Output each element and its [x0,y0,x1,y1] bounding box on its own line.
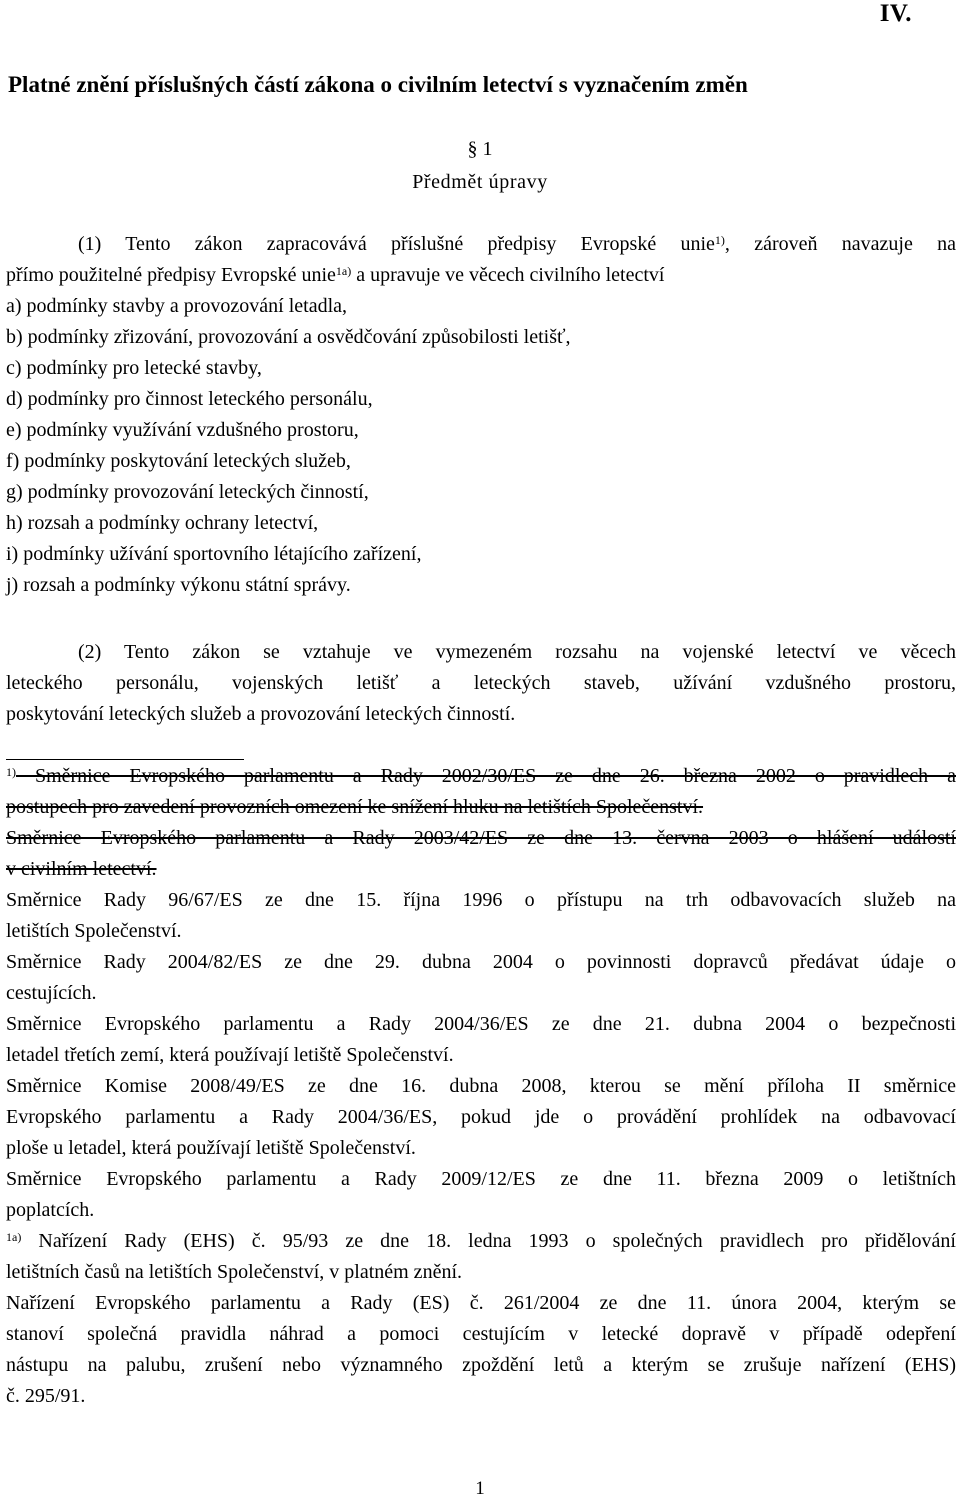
list-item: b) podmínky zřizování, provozování a osvědčování způsobilosti letišť, [6,326,571,348]
footnote-line: Evropského parlamentu a Rady 2004/36/ES, pokud jde o provádění prohlídek na odbavovací [6,1106,956,1128]
list-item: j) rozsah a podmínky výkonu státní správy. [6,574,351,596]
list-item: h) rozsah a podmínky ochrany letectví, [6,512,319,534]
footnote-line: $^{1a)}$ Nařízení Rady (EHS) č. 95/93 ze dne 18. ledna 1993 o společných pravidlech pro přidělování [6,1230,956,1252]
list-item: c) podmínky pro letecké stavby, [6,357,262,379]
section-heading: Předmět úpravy [412,171,548,193]
annex-number: IV. [879,0,912,27]
section-number: § 1 [467,138,493,160]
footnote-line-struck: postupech pro zavedení provozních omezení ke snížení hluku na letištích Společenství. [6,796,704,818]
footnote-line: Směrnice Rady 96/67/ES ze dne 15. října 1996 o přístupu na trh odbavovacích služeb na [6,889,956,911]
footnotes [6,761,956,1412]
footnote-line: letištích Společenství. [6,920,182,942]
paragraph-2-line: poskytování leteckých služeb a provozování leteckých činností. [6,703,516,725]
list-item: i) podmínky užívání sportovního létajícího zařízení, [6,543,422,565]
paragraph-1 [6,229,956,601]
paragraph-2 [6,637,956,730]
footnote-line-struck: v civilním letectví. [6,858,157,880]
list-item: a) podmínky stavby a provozování letadla, [6,295,348,317]
list-item: g) podmínky provozování leteckých činností, [6,481,369,503]
footnote-separator [6,759,244,760]
paragraph-2-line: leteckého personálu, vojenských letišť a leteckých staveb, užívání vzdušného prostoru, [6,672,956,694]
footnote-line: nástupu na palubu, zrušení nebo významného zpoždění letů a kterým se zrušuje nařízení (EHS) [6,1354,956,1376]
footnote-marker: 1) [6,765,16,779]
footnote-line: ploše u letadel, která používají letiště Společenství. [6,1137,416,1159]
list-item: e) podmínky využívání vzdušného prostoru, [6,419,359,441]
footnote-line: č. 295/91. [6,1385,86,1407]
footnote-line: Směrnice Evropského parlamentu a Rady 2009/12/ES ze dne 11. března 2009 o letištních [6,1168,956,1190]
footnote-marker: 1a) [6,1230,22,1244]
footnote-line: stanoví společná pravidla náhrad a pomoci cestujícím v letecké dopravě v případě odepření [6,1323,956,1345]
paragraph-1-line: přímo použitelné předpisy Evropské unie$^{1a)}$ a upravuje ve věcech civilního letectví [6,264,665,286]
paragraph-2-line: (2) Tento zákon se vztahuje ve vymezeném rozsahu na vojenské letectví ve věcech [78,641,956,663]
footnote-line: Směrnice Rady 2004/82/ES ze dne 29. dubna 2004 o povinnosti dopravců předávat údaje o [6,951,956,973]
list-item: d) podmínky pro činnost leteckého personálu, [6,388,373,410]
footnote-ref: 1) [714,233,725,247]
footnote-line-struck: $^{1)}$ Směrnice Evropského parlamentu a Rady 2002/30/ES ze dne 26. března 2002 o pravidlech a [6,765,956,787]
footnote-line: letištních časů na letištích Společenství, v platném znění. [6,1261,462,1283]
document-title: Platné znění příslušných částí zákona o civilním letectví s vyznačením změn [8,72,748,97]
page-number: 1 [475,1478,485,1499]
list-item: f) podmínky poskytování leteckých služeb, [6,450,351,472]
footnote-line: Nařízení Evropského parlamentu a Rady (ES) č. 261/2004 ze dne 11. února 2004, kterým se [6,1292,956,1314]
footnote-line: Směrnice Komise 2008/49/ES ze dne 16. dubna 2008, kterou se mění příloha II směrnice [6,1075,956,1097]
footnote-line: letadel třetích zemí, která používají letiště Společenství. [6,1044,454,1066]
footnote-line: cestujících. [6,982,97,1004]
footnote-ref: 1a) [335,264,352,278]
footnote-line-struck: Směrnice Evropského parlamentu a Rady 2003/42/ES ze dne 13. června 2003 o hlášení událostí [6,827,956,849]
paragraph-1-line: (1) Tento zákon zapracovává příslušné předpisy Evropské unie$^{1)}$, zároveň navazuje na [78,233,956,255]
footnote-line: poplatcích. [6,1199,95,1221]
footnote-line: Směrnice Evropského parlamentu a Rady 2004/36/ES ze dne 21. dubna 2004 o bezpečnosti [6,1013,956,1035]
